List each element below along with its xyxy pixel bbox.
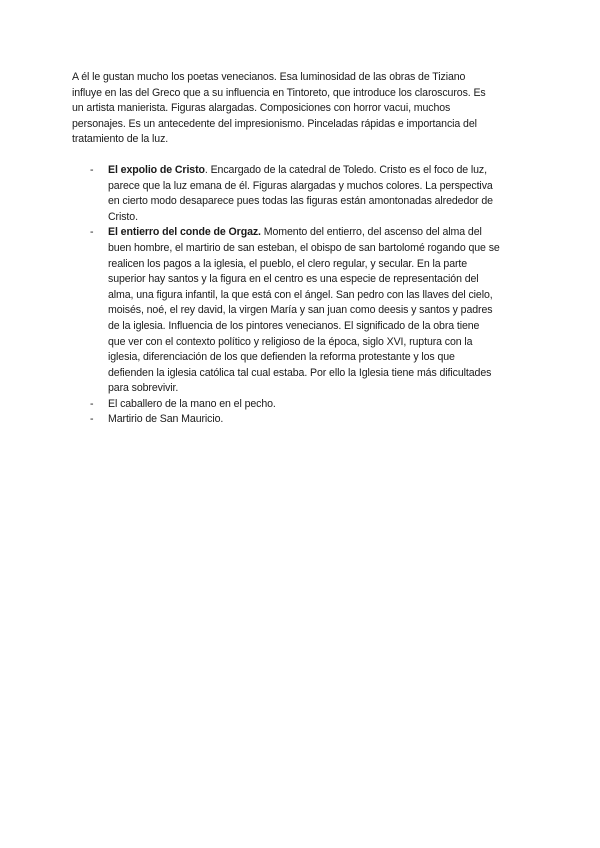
item-text: Martirio de San Mauricio. — [108, 413, 224, 426]
item-text: El caballero de la mano en el pecho. — [108, 397, 276, 410]
item-line: defienden la iglesia católica tal cual estaba. Por ello la Iglesia tiene más dificultades — [108, 366, 492, 379]
list-item-entierro — [72, 225, 532, 397]
bullet-dash: - — [90, 397, 94, 410]
item-line: parece que la luz emana de él. Figuras alargadas y muchos colores. La perspectiva — [108, 179, 493, 192]
intro-line: influye en las del Greco que a su influencia en Tintoreto, que introduce los claroscuros. Es — [72, 86, 486, 99]
bullet-dash: - — [90, 413, 94, 426]
item-line: superior hay santos y la figura en el centro es una especie de representación del — [108, 273, 479, 286]
item-first-line — [108, 225, 532, 241]
intro-line: un artista manierista. Figuras alargadas. Composiciones con horror vacui, muchos — [72, 102, 451, 115]
item-line: alma, una figura infantil, la que está con el ángel. San pedro con las llaves del cielo, — [108, 288, 493, 301]
list-item-caballero — [72, 397, 532, 413]
item-title: El entierro del conde de Orgaz. — [108, 226, 261, 239]
intro-line: A él le gustan mucho los poetas venecianos. Esa luminosidad de las obras de Tiziano — [72, 71, 466, 83]
item-text: . Encargado de la catedral de Toledo. Cristo es el foco de luz, — [204, 163, 487, 176]
artwork-list — [72, 163, 532, 428]
item-line: iglesia, diferenciación de los que defienden la reforma protestante y los que — [108, 351, 455, 364]
intro-paragraph — [72, 70, 532, 148]
item-line: moisés, noé, el rey david, la virgen María y san juan como deesis y santos y padres — [108, 304, 493, 317]
item-line: en cierto modo desaparece pues todas las figuras están amontonadas alrededor de — [108, 195, 493, 208]
intro-line: tratamiento de la luz. — [72, 133, 169, 146]
item-line: Cristo. — [108, 210, 138, 223]
item-line: realicen los pagos a la iglesia, el pueblo, el clero regular, y secular. En la parte — [108, 257, 468, 270]
list-item-mauricio — [72, 412, 532, 428]
item-title: El expolio de Cristo — [108, 163, 205, 176]
document-body — [72, 70, 532, 428]
list-item-expolio — [72, 163, 532, 225]
item-line: que ver con el contexto político y religioso de la época, siglo XVI, ruptura con la — [108, 335, 473, 348]
item-first-line — [108, 163, 532, 179]
item-line: de la iglesia. Influencia de los pintores venecianos. El significado de la obra tiene — [108, 319, 480, 332]
bullet-dash: - — [90, 226, 94, 239]
item-text: Momento del entierro, del ascenso del alma del — [260, 226, 482, 239]
intro-line: personajes. Es un antecedente del impresionismo. Pinceladas rápidas e importancia del — [72, 117, 477, 130]
item-line: para sobrevivir. — [108, 382, 179, 395]
bullet-dash: - — [90, 163, 94, 176]
item-line: buen hombre, el martirio de san esteban, el obispo de san bartolomé rogando que se — [108, 241, 500, 254]
